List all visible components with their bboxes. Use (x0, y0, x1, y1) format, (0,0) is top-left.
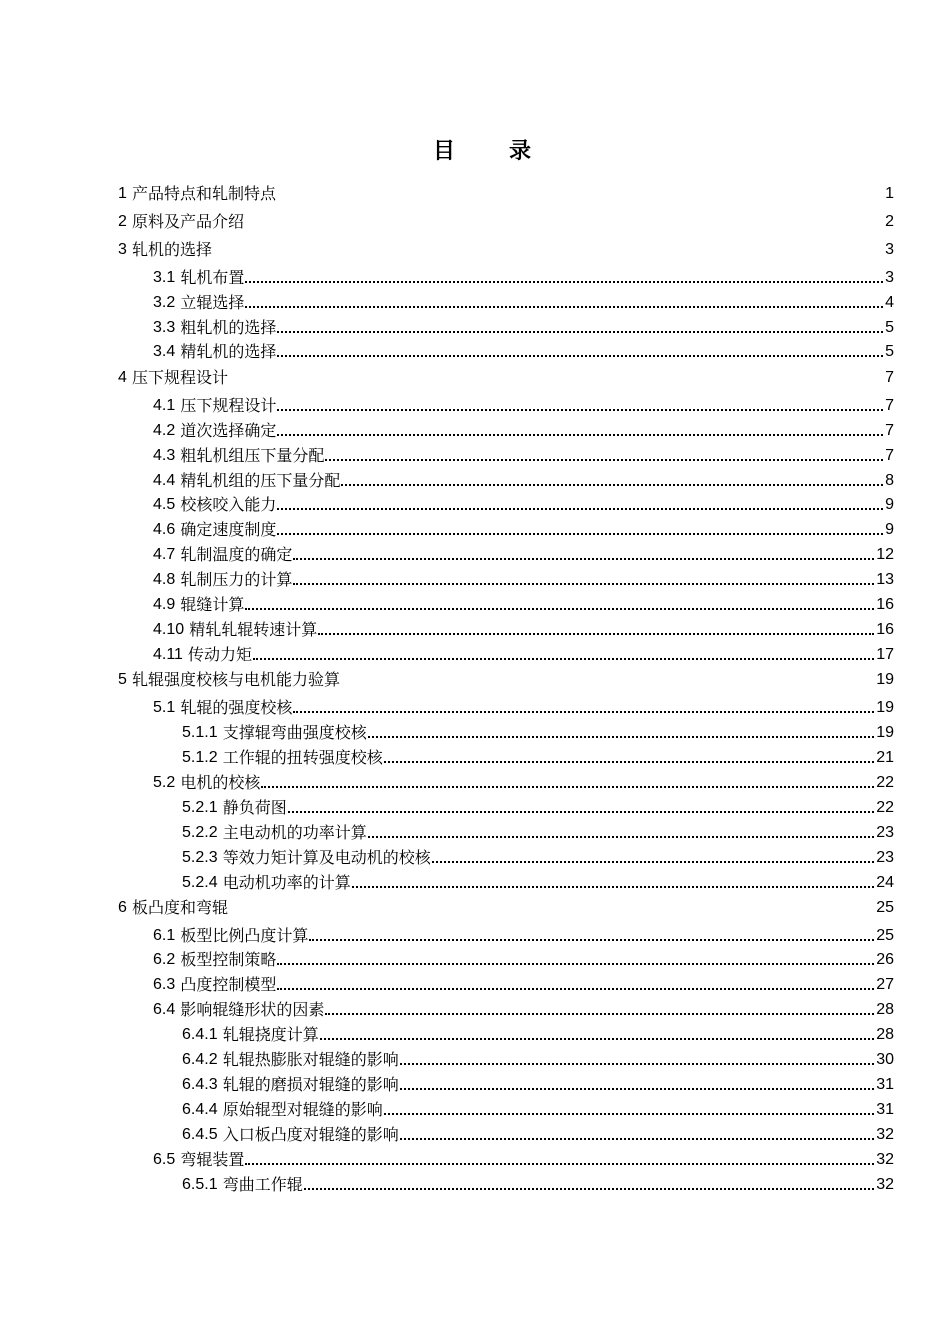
toc-page-number: 31 (876, 1101, 894, 1118)
toc-entry-number: 5.2.3 (182, 849, 218, 866)
toc-entry[interactable] (182, 821, 894, 843)
toc-entry-number: 6.3 (153, 976, 176, 993)
toc-entry-number: 5.2.1 (182, 799, 218, 816)
toc-entry-number: 5 (118, 671, 127, 688)
toc-entry[interactable] (182, 721, 894, 743)
toc-entry[interactable] (118, 366, 894, 388)
toc-entry-number: 4.1 (153, 397, 176, 414)
toc-entry-title: 压下规程设计 (180, 396, 277, 415)
toc-entry-number: 5.2 (153, 774, 176, 791)
toc-entry-title: 传动力矩 (188, 645, 253, 664)
toc-entry[interactable] (153, 394, 894, 416)
toc-entry-title: 轧机的选择 (132, 240, 213, 259)
toc-leader-dots (309, 939, 874, 941)
toc-entry-title: 原始辊型对辊缝的影响 (222, 1100, 383, 1119)
toc-entry-number: 6.1 (153, 927, 176, 944)
toc-entry-title: 校核咬入能力 (180, 495, 277, 514)
toc-entry-number: 6.4.3 (182, 1076, 218, 1093)
toc-entry[interactable] (153, 618, 894, 640)
toc-entry[interactable] (153, 1148, 894, 1170)
toc-entry-title: 精轧机的选择 (180, 342, 277, 361)
toc-entry[interactable] (153, 696, 894, 718)
toc-entry[interactable] (118, 896, 894, 918)
toc-entry-title: 精轧轧辊转速计算 (189, 620, 318, 639)
toc-leader-dots (277, 533, 883, 535)
toc-entry-title: 精轧机组的压下量分配 (180, 471, 341, 490)
toc-entry[interactable] (182, 1023, 894, 1045)
toc-entry-title: 电动机功率的计算 (222, 873, 351, 892)
toc-leader-dots (277, 988, 874, 990)
toc-entry-number: 5.1.1 (182, 724, 218, 741)
toc-page-number: 32 (876, 1126, 894, 1143)
toc-leader-dots (341, 484, 883, 486)
toc-page-number: 2 (885, 213, 894, 230)
toc-entry-number: 4.4 (153, 472, 176, 489)
toc-entry-title: 轧辊热膨胀对辊缝的影响 (222, 1050, 399, 1069)
toc-page-number: 16 (876, 621, 894, 638)
toc-page-number: 7 (885, 397, 894, 414)
toc-entry-number: 5.1.2 (182, 749, 218, 766)
toc-leader-dots (368, 736, 875, 738)
toc-entry-number: 6.4.4 (182, 1101, 218, 1118)
toc-page-number: 3 (885, 241, 894, 258)
toc-entry-title: 产品特点和轧制特点 (132, 184, 277, 203)
toc-leader-dots (277, 355, 883, 357)
toc-entry-number: 6.4.5 (182, 1126, 218, 1143)
toc-entry-number: 6.2 (153, 951, 176, 968)
toc-entry[interactable] (118, 238, 894, 260)
toc-leader-dots (277, 331, 883, 333)
toc-leader-dots (261, 786, 874, 788)
toc-entry-title: 轧辊的磨损对辊缝的影响 (222, 1075, 399, 1094)
toc-page-number: 25 (876, 899, 894, 916)
toc-entry-number: 5.2.4 (182, 874, 218, 891)
toc-leader-dots (293, 711, 874, 713)
toc-page-number: 23 (876, 824, 894, 841)
toc-leader-dots (293, 583, 874, 585)
toc-leader-dots (384, 1113, 875, 1115)
toc-page-number: 22 (876, 774, 894, 791)
toc-page-number: 27 (876, 976, 894, 993)
toc-entry[interactable] (118, 182, 894, 204)
toc-entry[interactable] (182, 1073, 894, 1095)
toc-entry-title: 板型比例凸度计算 (180, 926, 309, 945)
toc-entry-number: 6.4.2 (182, 1051, 218, 1068)
toc-entry[interactable] (153, 643, 894, 665)
toc-page-number: 4 (885, 294, 894, 311)
toc-entry[interactable] (153, 973, 894, 995)
toc-entry-title: 轧机布置 (180, 268, 245, 287)
toc-entry-title: 轧辊挠度计算 (222, 1025, 319, 1044)
toc-leader-dots (400, 1138, 875, 1140)
toc-entry-title: 轧制压力的计算 (180, 570, 293, 589)
toc-entry-number: 4.9 (153, 596, 176, 613)
toc-entry-number: 5.2.2 (182, 824, 218, 841)
toc-entry-title: 道次选择确定 (180, 421, 277, 440)
toc-page-number: 5 (885, 343, 894, 360)
toc-entry[interactable] (153, 948, 894, 970)
toc-entry-title: 压下规程设计 (132, 368, 229, 387)
toc-entry-number: 6.5.1 (182, 1176, 218, 1193)
toc-page-number: 23 (876, 849, 894, 866)
toc-page-number: 5 (885, 319, 894, 336)
toc-leader-dots (400, 1063, 875, 1065)
toc-entry-number: 1 (118, 185, 127, 202)
toc-leader-dots (277, 508, 883, 510)
toc-entry-title: 立辊选择 (180, 293, 245, 312)
toc-leader-dots (320, 1038, 875, 1040)
toc-page-number: 28 (876, 1026, 894, 1043)
toc-entry-number: 4.6 (153, 521, 176, 538)
toc-entry-title: 粗轧机组压下量分配 (180, 446, 325, 465)
toc-entry[interactable] (153, 568, 894, 590)
toc-entry-title: 弯辊装置 (180, 1150, 245, 1169)
toc-entry-title: 弯曲工作辊 (222, 1175, 303, 1194)
toc-page-number: 25 (876, 927, 894, 944)
toc-page-number: 32 (876, 1176, 894, 1193)
toc-leader-dots (318, 633, 874, 635)
toc-page-number: 19 (876, 699, 894, 716)
toc-entry[interactable] (153, 593, 894, 615)
toc-entry-number: 3.3 (153, 319, 176, 336)
toc-entry-title: 辊缝计算 (180, 595, 245, 614)
toc-entry-number: 3.2 (153, 294, 176, 311)
toc-entry-number: 3 (118, 241, 127, 258)
toc-page-number: 24 (876, 874, 894, 891)
toc-page-number: 7 (885, 447, 894, 464)
toc-entry-title: 主电动机的功率计算 (222, 823, 367, 842)
toc-entry[interactable] (182, 796, 894, 818)
toc-page-number: 19 (876, 724, 894, 741)
toc-entry[interactable] (153, 998, 894, 1020)
toc-entry-title: 原料及产品介绍 (132, 212, 245, 231)
toc-entry[interactable] (118, 210, 894, 232)
toc-entry[interactable] (182, 1173, 894, 1195)
toc-leader-dots (384, 761, 875, 763)
toc-entry-title: 轧辊强度校核与电机能力验算 (132, 670, 341, 689)
toc-page-number: 30 (876, 1051, 894, 1068)
toc-entry-number: 4.3 (153, 447, 176, 464)
toc-leader-dots (400, 1088, 875, 1090)
toc-entry[interactable] (153, 493, 894, 515)
toc-entry-title: 等效力矩计算及电动机的校核 (222, 848, 431, 867)
toc-leader-dots (245, 608, 874, 610)
toc-page-number: 3 (885, 269, 894, 286)
toc-entry[interactable] (153, 924, 894, 946)
toc-entry[interactable] (153, 266, 894, 288)
toc-entry[interactable] (182, 1048, 894, 1070)
toc-leader-dots (277, 963, 874, 965)
toc-entry-number: 6 (118, 899, 127, 916)
toc-leader-dots (253, 658, 874, 660)
toc-page-number: 7 (885, 422, 894, 439)
toc-entry-number: 4.11 (153, 646, 183, 663)
toc-entry-number: 6.5 (153, 1151, 176, 1168)
toc-page-number: 8 (885, 472, 894, 489)
toc-entry-title: 板凸度和弯辊 (132, 898, 229, 917)
toc-entry-title: 支撑辊弯曲强度校核 (222, 723, 367, 742)
toc-leader-dots (304, 1188, 875, 1190)
toc-entry-number: 4.10 (153, 621, 185, 638)
toc-leader-dots (277, 434, 883, 436)
toc-entry[interactable] (153, 316, 894, 338)
toc-leader-dots (245, 281, 883, 283)
toc-leader-dots (288, 811, 875, 813)
toc-page-number: 26 (876, 951, 894, 968)
toc-page-number: 16 (876, 596, 894, 613)
toc-page-number: 1 (885, 185, 894, 202)
toc-entry-title: 电机的校核 (180, 773, 261, 792)
toc-entry[interactable] (153, 291, 894, 313)
toc-entry-number: 6.4.1 (182, 1026, 218, 1043)
toc-leader-dots (245, 306, 883, 308)
toc-entry[interactable] (182, 746, 894, 768)
toc-entry-number: 4.8 (153, 571, 176, 588)
toc-page-number: 31 (876, 1076, 894, 1093)
toc-page-number: 9 (885, 521, 894, 538)
toc-entry-number: 4 (118, 369, 127, 386)
toc-leader-dots (325, 459, 883, 461)
toc-entry-number: 5.1 (153, 699, 176, 716)
toc-leader-dots (277, 409, 883, 411)
title-char-2: 录 (509, 139, 534, 164)
toc-entry-number: 4.5 (153, 496, 176, 513)
toc-page-number: 32 (876, 1151, 894, 1168)
title-char-1: 目 (432, 139, 457, 164)
toc-entry-title: 工作辊的扭转强度校核 (222, 748, 383, 767)
toc-entry-title: 影响辊缝形状的因素 (180, 1000, 325, 1019)
toc-page-number: 22 (876, 799, 894, 816)
toc-leader-dots (432, 861, 875, 863)
toc-entry-title: 凸度控制模型 (180, 975, 277, 994)
toc-entry[interactable] (182, 1123, 894, 1145)
toc-entry-number: 2 (118, 213, 127, 230)
toc-entry-title: 确定速度制度 (180, 520, 277, 539)
toc-entry[interactable] (153, 518, 894, 540)
toc-page-number: 19 (876, 671, 894, 688)
toc-entry-number: 6.4 (153, 1001, 176, 1018)
toc-page-number: 7 (885, 369, 894, 386)
toc-leader-dots (325, 1013, 874, 1015)
toc-entry-title: 轧辊的强度校核 (180, 698, 293, 717)
toc-entry[interactable] (153, 419, 894, 441)
toc-entry-number: 3.4 (153, 343, 176, 360)
toc-entry-title: 板型控制策略 (180, 950, 277, 969)
toc-page-number: 13 (876, 571, 894, 588)
toc-leader-dots (245, 1163, 874, 1165)
toc-entry-number: 4.7 (153, 546, 176, 563)
toc-entry[interactable] (182, 1098, 894, 1120)
toc-page-number: 21 (876, 749, 894, 766)
toc-entry[interactable] (153, 771, 894, 793)
toc-entry[interactable] (182, 871, 894, 893)
toc-page-number: 17 (876, 646, 894, 663)
toc-leader-dots (293, 558, 874, 560)
toc-entry[interactable] (153, 469, 894, 491)
toc-entry-number: 4.2 (153, 422, 176, 439)
toc-entry[interactable] (153, 543, 894, 565)
toc-entry-title: 粗轧机的选择 (180, 318, 277, 337)
toc-entry-number: 3.1 (153, 269, 176, 286)
toc-entry[interactable] (182, 846, 894, 868)
toc-page-number: 12 (876, 546, 894, 563)
toc-leader-dots (352, 886, 875, 888)
toc-entry[interactable] (153, 340, 894, 362)
toc-entry-title: 轧制温度的确定 (180, 545, 293, 564)
toc-entry-title: 入口板凸度对辊缝的影响 (222, 1125, 399, 1144)
toc-page-number: 9 (885, 496, 894, 513)
toc-entry[interactable] (153, 444, 894, 466)
toc-leader-dots (368, 836, 875, 838)
toc-entry-title: 静负荷图 (222, 798, 287, 817)
toc-page-number: 28 (876, 1001, 894, 1018)
toc-entry[interactable] (118, 668, 894, 690)
